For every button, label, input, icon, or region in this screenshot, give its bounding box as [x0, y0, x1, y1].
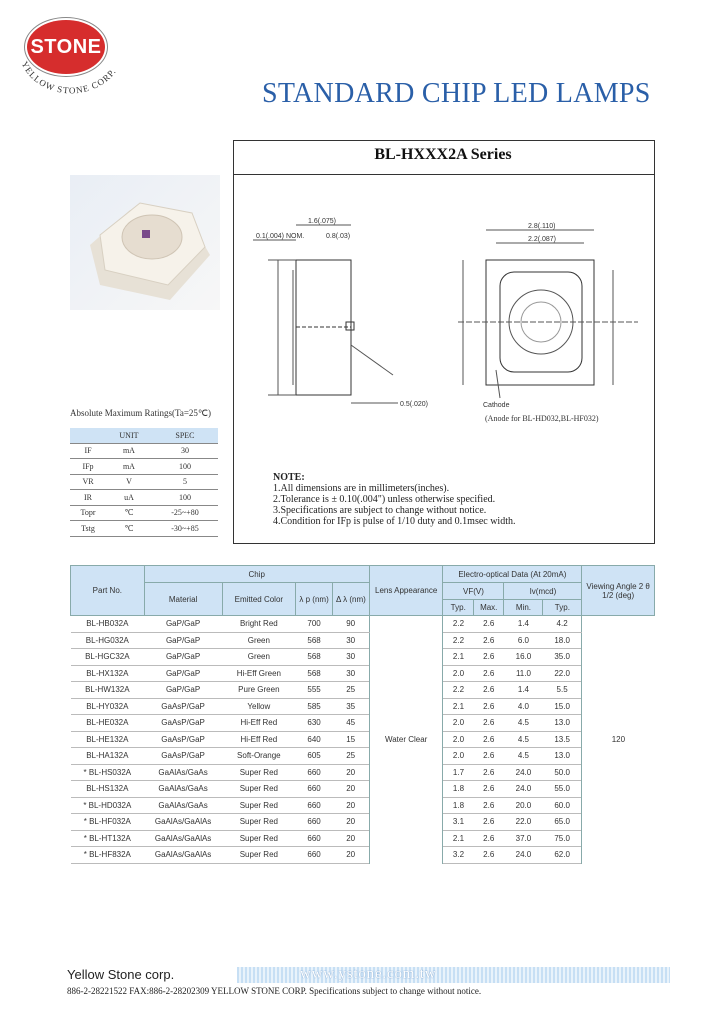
table-cell: 24.0 — [504, 781, 543, 798]
table-row — [71, 698, 655, 715]
table-cell: 13.5 — [543, 731, 582, 748]
table-cell: Yellow — [222, 698, 296, 715]
table-cell: 3.1 — [443, 814, 474, 831]
table-cell: 2.1 — [443, 698, 474, 715]
table-cell: 100 — [152, 490, 218, 506]
table-cell: 2.6 — [473, 632, 504, 649]
table-row — [71, 715, 655, 732]
header-vf-typ: Typ. — [443, 600, 474, 616]
table-cell: Pure Green — [222, 682, 296, 699]
table-cell: 660 — [296, 847, 333, 864]
table-row — [71, 649, 655, 666]
table-cell: V — [106, 474, 152, 490]
table-cell: GaAlAs/GaAlAs — [144, 814, 222, 831]
dim-label: 1.6(.075) — [308, 218, 337, 225]
logo-ring-text: YELLOW STONE CORP. — [19, 59, 118, 96]
table-cell: * BL-HD032A — [71, 797, 145, 814]
table-cell: 24.0 — [504, 764, 543, 781]
table-cell: 2.2 — [443, 682, 474, 699]
cathode-label: Cathode — [483, 402, 510, 409]
footer-contact: 886-2-28221522 FAX:886-2-28202309 YELLOW STONE CORP. Specifications subject to change without notice. — [67, 986, 482, 996]
led-photo — [70, 175, 220, 310]
spec-table — [70, 565, 655, 864]
logo-name: STONE — [30, 36, 102, 58]
table-cell: Super Red — [222, 847, 296, 864]
header-chip: Chip — [144, 566, 369, 583]
table-cell: GaAsP/GaP — [144, 731, 222, 748]
dim-label: 0.1(.004) NOM. — [256, 233, 305, 240]
header-vf-max: Max. — [473, 600, 504, 616]
table-row — [71, 665, 655, 682]
table-cell: 2.6 — [473, 698, 504, 715]
table-cell: mA — [106, 459, 152, 475]
table-cell: 13.0 — [543, 748, 582, 765]
note-item: 2.Tolerance is ± 0.10(.004") unless otherwise specified. — [273, 494, 496, 505]
table-cell: GaAlAs/GaAs — [144, 764, 222, 781]
table-cell: 22.0 — [543, 665, 582, 682]
table-cell: 30 — [152, 443, 218, 459]
table-cell: GaAsP/GaP — [144, 698, 222, 715]
table-cell: 2.0 — [443, 731, 474, 748]
table-cell: Topr — [70, 505, 106, 521]
table-cell: 20 — [333, 781, 370, 798]
table-cell: 20 — [333, 797, 370, 814]
table-cell: mA — [106, 443, 152, 459]
table-row — [70, 505, 218, 521]
table-cell: 18.0 — [543, 632, 582, 649]
table-cell: GaAlAs/GaAlAs — [144, 847, 222, 864]
table-cell: 660 — [296, 781, 333, 798]
table-row — [71, 797, 655, 814]
table-cell: GaAlAs/GaAs — [144, 797, 222, 814]
dimension-drawing — [238, 210, 648, 410]
table-cell: 1.4 — [504, 616, 543, 633]
table-cell: 20 — [333, 830, 370, 847]
table-cell: GaP/GaP — [144, 616, 222, 633]
table-cell: 568 — [296, 632, 333, 649]
table-cell: 700 — [296, 616, 333, 633]
header-vf: VF(V) — [443, 583, 504, 600]
table-cell: 30 — [333, 649, 370, 666]
table-cell: 2.2 — [443, 616, 474, 633]
table-cell: GaP/GaP — [144, 649, 222, 666]
table-cell: 1.7 — [443, 764, 474, 781]
table-cell: 13.0 — [543, 715, 582, 732]
table-cell: 1.8 — [443, 781, 474, 798]
table-row — [71, 632, 655, 649]
note-item: 1.All dimensions are in millimeters(inches). — [273, 483, 450, 494]
table-row — [71, 616, 655, 633]
table-cell: GaP/GaP — [144, 632, 222, 649]
header-iv-typ: Typ. — [543, 600, 582, 616]
table-cell: Soft-Orange — [222, 748, 296, 765]
table-cell: BL-HW132A — [71, 682, 145, 699]
table-cell: Super Red — [222, 781, 296, 798]
header-part-no: Part No. — [71, 566, 145, 616]
table-cell: 5 — [152, 474, 218, 490]
table-cell: BL-HS132A — [71, 781, 145, 798]
table-cell: 5.5 — [543, 682, 582, 699]
table-cell: * BL-HT132A — [71, 830, 145, 847]
dim-label: 0.8(.03) — [326, 233, 351, 240]
table-cell: IF — [70, 443, 106, 459]
header-viewing-angle: Viewing Angle 2 θ 1/2 (deg) — [582, 566, 655, 616]
table-header: SPEC — [152, 428, 218, 443]
abs-max-title: Absolute Maximum Ratings(Ta=25℃) — [70, 408, 212, 418]
table-cell: BL-HB032A — [71, 616, 145, 633]
table-cell: 2.6 — [473, 616, 504, 633]
page-title: STANDARD CHIP LED LAMPS — [262, 78, 651, 109]
table-cell: -25~+80 — [152, 505, 218, 521]
table-cell: 660 — [296, 830, 333, 847]
table-cell: 35 — [333, 698, 370, 715]
table-row — [71, 830, 655, 847]
table-cell: BL-HA132A — [71, 748, 145, 765]
table-cell: 15 — [333, 731, 370, 748]
divider — [233, 174, 654, 175]
table-cell: 2.0 — [443, 715, 474, 732]
table-cell: 1.8 — [443, 797, 474, 814]
table-cell: 660 — [296, 764, 333, 781]
table-header — [70, 428, 106, 443]
header-delta-lambda: Δ λ (nm) — [333, 583, 370, 616]
table-cell: 75.0 — [543, 830, 582, 847]
table-cell: GaAsP/GaP — [144, 748, 222, 765]
table-cell: 2.6 — [473, 797, 504, 814]
table-cell: 2.0 — [443, 665, 474, 682]
table-row — [71, 748, 655, 765]
table-row — [70, 474, 218, 490]
header-lambda-p: λ p (nm) — [296, 583, 333, 616]
table-row — [70, 521, 218, 537]
table-cell: 640 — [296, 731, 333, 748]
table-cell: 605 — [296, 748, 333, 765]
table-cell: GaAsP/GaP — [144, 715, 222, 732]
notes-heading: NOTE: — [273, 472, 305, 483]
table-cell: Water Clear — [369, 616, 443, 864]
table-row — [71, 682, 655, 699]
table-cell: 22.0 — [504, 814, 543, 831]
header-iv: Iv(mcd) — [504, 583, 582, 600]
dim-label: 0.5(.020) — [400, 401, 429, 408]
table-cell: BL-HGC32A — [71, 649, 145, 666]
table-cell: 2.1 — [443, 649, 474, 666]
table-row — [71, 764, 655, 781]
table-row — [70, 490, 218, 506]
table-cell: GaP/GaP — [144, 682, 222, 699]
table-cell: 4.2 — [543, 616, 582, 633]
table-cell: 120 — [582, 616, 655, 864]
table-cell: 50.0 — [543, 764, 582, 781]
table-cell: 20 — [333, 814, 370, 831]
header-iv-min: Min. — [504, 600, 543, 616]
table-cell: 30 — [333, 665, 370, 682]
table-cell: 6.0 — [504, 632, 543, 649]
header-material: Material — [144, 583, 222, 616]
table-cell: * BL-HF832A — [71, 847, 145, 864]
table-cell: 4.5 — [504, 731, 543, 748]
table-cell: VR — [70, 474, 106, 490]
table-cell: 568 — [296, 665, 333, 682]
table-cell: 660 — [296, 814, 333, 831]
table-cell: 2.6 — [473, 665, 504, 682]
table-cell: Bright Red — [222, 616, 296, 633]
notes — [273, 472, 516, 527]
table-cell: 20 — [333, 764, 370, 781]
table-cell: 35.0 — [543, 649, 582, 666]
table-cell: 65.0 — [543, 814, 582, 831]
table-cell: ℃ — [106, 521, 152, 537]
note-item: 3.Specifications are subject to change without notice. — [273, 505, 487, 516]
table-cell: 2.6 — [473, 847, 504, 864]
table-cell: -30~+85 — [152, 521, 218, 537]
table-cell: 16.0 — [504, 649, 543, 666]
abs-max-table — [70, 428, 218, 537]
table-cell: 2.6 — [473, 748, 504, 765]
table-cell: GaAlAs/GaAlAs — [144, 830, 222, 847]
table-cell: 62.0 — [543, 847, 582, 864]
table-cell: 60.0 — [543, 797, 582, 814]
table-cell: 2.1 — [443, 830, 474, 847]
note-item: 4.Condition for IFp is pulse of 1/10 duty and 0.1msec width. — [273, 516, 516, 527]
table-header: UNIT — [106, 428, 152, 443]
table-cell: * BL-HS032A — [71, 764, 145, 781]
dim-label: 2.8(.110) — [528, 223, 556, 230]
table-cell: 11.0 — [504, 665, 543, 682]
table-cell: 2.6 — [473, 764, 504, 781]
table-cell: Tstg — [70, 521, 106, 537]
table-cell: 20 — [333, 847, 370, 864]
dim-label: 2.2(.087) — [528, 236, 557, 243]
table-cell: 2.6 — [473, 715, 504, 732]
footer-website[interactable]: www.ystone.com.tw — [300, 966, 437, 982]
table-cell: GaP/GaP — [144, 665, 222, 682]
table-cell: 568 — [296, 649, 333, 666]
table-cell: 660 — [296, 797, 333, 814]
table-cell: 2.0 — [443, 748, 474, 765]
table-cell: 55.0 — [543, 781, 582, 798]
table-cell: 90 — [333, 616, 370, 633]
table-cell: 45 — [333, 715, 370, 732]
table-cell: * BL-HF032A — [71, 814, 145, 831]
table-cell: 2.6 — [473, 649, 504, 666]
table-row — [71, 731, 655, 748]
table-row — [70, 459, 218, 475]
table-cell: 37.0 — [504, 830, 543, 847]
table-cell: 24.0 — [504, 847, 543, 864]
table-cell: 2.6 — [473, 731, 504, 748]
table-cell: Hi-Eff Red — [222, 731, 296, 748]
table-cell: 555 — [296, 682, 333, 699]
table-cell: 2.6 — [473, 830, 504, 847]
table-cell: Super Red — [222, 797, 296, 814]
table-cell: Green — [222, 649, 296, 666]
table-row — [70, 443, 218, 459]
table-cell: Hi-Eff Red — [222, 715, 296, 732]
table-row — [71, 814, 655, 831]
table-cell: 25 — [333, 682, 370, 699]
table-cell: 2.2 — [443, 632, 474, 649]
table-cell: 630 — [296, 715, 333, 732]
table-cell: BL-HE032A — [71, 715, 145, 732]
table-cell: 585 — [296, 698, 333, 715]
table-row — [71, 847, 655, 864]
table-cell: GaAlAs/GaAs — [144, 781, 222, 798]
table-row — [70, 428, 218, 443]
table-cell: Super Red — [222, 814, 296, 831]
header-emitted-color: Emitted Color — [222, 583, 296, 616]
table-cell: BL-HG032A — [71, 632, 145, 649]
table-cell: Super Red — [222, 764, 296, 781]
table-cell: 4.5 — [504, 748, 543, 765]
table-cell: 25 — [333, 748, 370, 765]
table-cell: 2.6 — [473, 814, 504, 831]
anode-note: (Anode for BL-HD032,BL-HF032) — [485, 414, 599, 423]
table-cell: 1.4 — [504, 682, 543, 699]
table-cell: IR — [70, 490, 106, 506]
table-cell: Green — [222, 632, 296, 649]
table-cell: 4.5 — [504, 715, 543, 732]
table-cell: 4.0 — [504, 698, 543, 715]
table-cell: ℃ — [106, 505, 152, 521]
table-cell: 100 — [152, 459, 218, 475]
series-title: BL-HXXX2A Series — [374, 146, 512, 163]
table-cell: 30 — [333, 632, 370, 649]
table-cell: BL-HE132A — [71, 731, 145, 748]
table-cell: 2.6 — [473, 682, 504, 699]
header-eo-data: Electro-optical Data (At 20mA) — [443, 566, 582, 583]
footer-company: Yellow Stone corp. — [67, 967, 175, 982]
table-cell: 2.6 — [473, 781, 504, 798]
table-cell: Super Red — [222, 830, 296, 847]
table-cell: uA — [106, 490, 152, 506]
table-cell: BL-HX132A — [71, 665, 145, 682]
header-lens: Lens Appearance — [369, 566, 443, 616]
spec-table-body — [71, 616, 655, 864]
table-cell: IFp — [70, 459, 106, 475]
table-cell: Hi-Eff Green — [222, 665, 296, 682]
table-cell: BL-HY032A — [71, 698, 145, 715]
table-cell: 3.2 — [443, 847, 474, 864]
table-cell: 20.0 — [504, 797, 543, 814]
table-cell: 15.0 — [543, 698, 582, 715]
table-row — [71, 781, 655, 798]
